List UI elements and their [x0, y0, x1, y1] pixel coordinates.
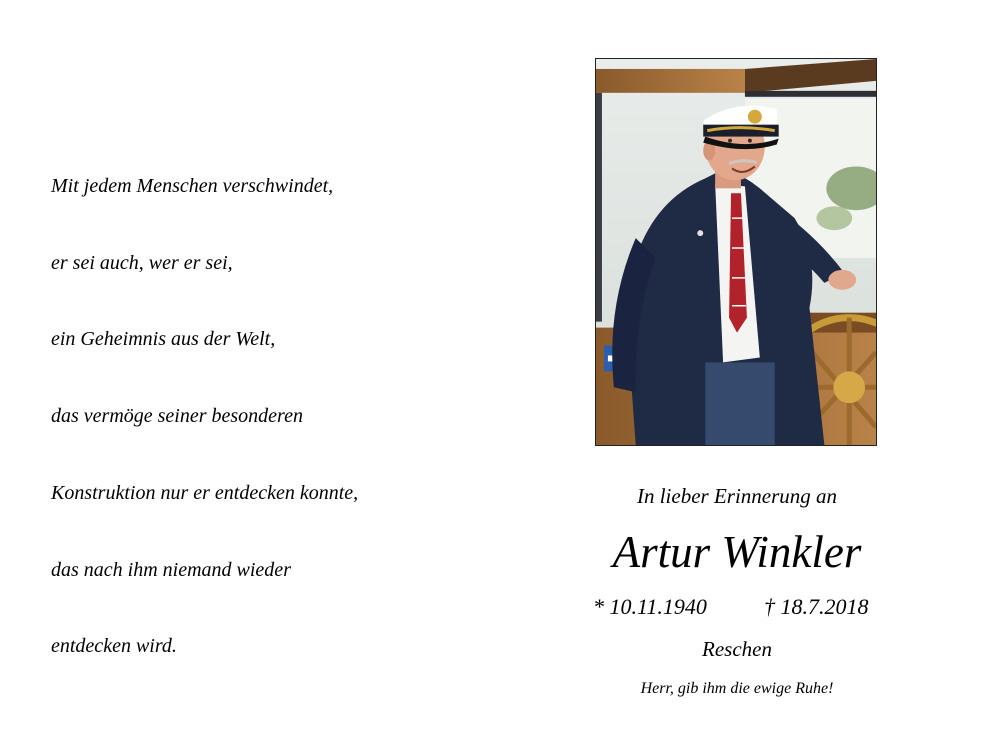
prayer-line: Herr, gib ihm die ewige Ruhe!: [640, 680, 834, 697]
poem-line: Konstruktion nur er entdecken konnte,: [51, 482, 359, 504]
portrait-photo: [595, 58, 877, 446]
memorial-intro: In lieber Erinnerung an: [636, 484, 838, 508]
death-date: † 18.7.2018: [764, 594, 869, 619]
poem-line: Mit jedem Menschen verschwindet,: [51, 175, 334, 197]
poem-line: er sei auch, wer er sei,: [51, 252, 233, 274]
poem-line: das vermöge seiner besonderen: [51, 405, 303, 427]
poem-line: das nach ihm niemand wieder: [51, 559, 291, 581]
captain-portrait-illustration: [596, 59, 876, 445]
deceased-name: Artur Winkler: [612, 527, 862, 577]
poem-line: ein Geheimnis aus der Welt,: [51, 328, 276, 350]
hometown: Reschen: [702, 637, 772, 661]
birth-date: * 10.11.1940: [593, 594, 707, 619]
poem-line: entdecken wird.: [51, 635, 177, 657]
